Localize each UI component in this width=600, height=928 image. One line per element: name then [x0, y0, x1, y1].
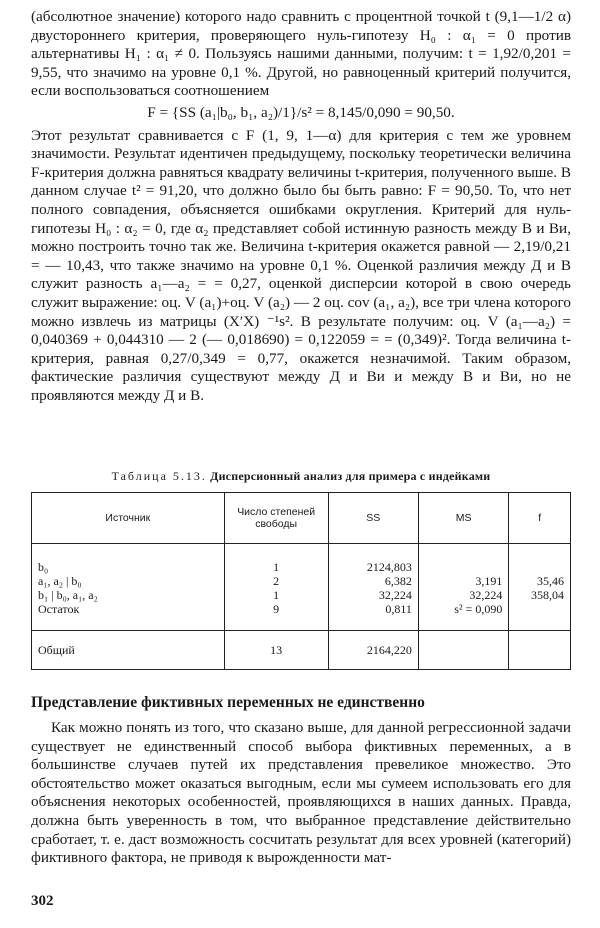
- table-row-group: [32, 544, 571, 631]
- table-row-ms: 32,224: [469, 588, 503, 602]
- table-row-ss: 6,382: [384, 574, 412, 588]
- table-row-source: a₁, a₂ | b₀: [38, 574, 82, 588]
- header-df: Число степеней свободы: [224, 493, 328, 544]
- table-row-f: 358,04: [531, 588, 564, 602]
- main-text-bottom: [31, 719, 571, 868]
- table-header-row: [32, 493, 571, 544]
- table-row-df: 1: [273, 560, 280, 574]
- total-source: Общий: [32, 631, 225, 670]
- table-row-source: Остаток: [38, 602, 80, 616]
- header-f: f: [509, 493, 571, 544]
- paragraph-1-line-3: H₀ : α₁ = 0 против альтернативы H₁ : α₁ ≠ 0. Пользуясь нашими: [31, 26, 571, 63]
- table-row-ms: 3,191: [475, 574, 503, 588]
- table-row-ss: 0,811: [385, 602, 412, 616]
- header-source: Источник: [32, 493, 225, 544]
- header-ss: SS: [328, 493, 418, 544]
- section-heading: Представление фиктивных переменных не единственно: [31, 694, 425, 711]
- table-row-source: b₁ | b₀, a₁, a₂: [38, 588, 98, 602]
- paragraph-1-line-1: (абсолютное значение) которого надо сравнить с процентной точкой: [31, 8, 481, 25]
- paragraph-1-line-4: данными, получим: t = 1,92/0,201 = 9,55, что значимо на уровне: [31, 45, 572, 81]
- table-row-df: 9: [273, 602, 280, 616]
- table-row-ms: s² = 0,090: [454, 602, 503, 616]
- header-ms: MS: [418, 493, 508, 544]
- main-text-top: [31, 8, 571, 405]
- total-f: [509, 631, 571, 670]
- paragraph-3: Как можно понять из того, что сказано выше, для данной регрессионной задачи существует не единственный способ выбора фиктивных переменных, а в большинстве случаев путей их представления превеликое множество. Это обстоятельство может оказаться выгодным, если мы сумеем использовать его для объяснения некоторых особенностей, проявляющихся в наших данных. Правда, должна быть уверенность в том, что выбранное представление действительно сработает, т. е. даст возможность сосчитать результат для всех уровней (категорий) фиктивного фактора, не приводя к вырожденности мат-: [31, 719, 571, 867]
- table-row-source: b₀: [38, 560, 49, 574]
- paragraph-1-line-5: 0,1 %. Другой, но равноценный критерий получится, если воспользоваться соотношением: [31, 63, 571, 100]
- table-row-f: [515, 560, 564, 574]
- table-caption-label: Таблица 5.13.: [111, 469, 207, 483]
- total-df: 13: [224, 631, 328, 670]
- table-row-f: 35,46: [537, 574, 564, 588]
- table-row-f: [515, 602, 564, 616]
- table-row-total: [32, 631, 571, 670]
- paragraph-2: Этот результат сравнивается с F (1, 9, 1—α) для критерия с тем же уровнем значимости. Результат идентичен предыдущему, поскольку теоретически величина F-критерия должна равняться квадрату величины t-критерия, полученного выше. В данном случае t² = 91,20, что должно было бы быть равно: F = 90,50. То, что нет полного совпадения, объясняется ошибками округления. Критерий для нуль-гипотезы H₀ : α₂ = 0, где α₂ представляет собой истинную разность между В и Ви, можно построить точно так же. Величина t-критерия окажется равной — 2,19/0,21 = — 10,43, что также значимо на уровне 0,1 %. Оценкой различия между Д и В служит разность a₁—a₂ = = 0,27, оценкой дисперсии которой в свою очередь служит выражение: оц. V (a₁)+оц. V (a₂) — 2 оц. cov (a₁, a₂), все три члена которого можно извлечь из матрицы (X′X) ⁻¹s². В результате получим: оц. V (a₁—a₂) = 0,040369 + 0,044310 — 2 (— 0,018690) = 0,122059 = = (0,349)². Тогда величина t-критерия, равная 0,27/0,349 = 0,77, окажется незначимой. Таким образом, фактические различия существуют между Д и Ви и между В и Ви, но не проявляются между Д и В.: [31, 126, 571, 404]
- page-number: 302: [31, 893, 54, 909]
- table-row-ss: 32,224: [378, 588, 412, 602]
- f-cell: [509, 544, 571, 631]
- table-row-df: 2: [273, 574, 280, 588]
- anova-table: [31, 492, 571, 670]
- table-row-df: 1: [273, 588, 280, 602]
- table-caption-title: Дисперсионный анализ для примера с индейками: [210, 469, 491, 483]
- source-cell: [32, 544, 225, 631]
- ms-cell: [418, 544, 508, 631]
- df-cell: [224, 544, 328, 631]
- paragraph-1-line-2: t (9,1—1/2 α) двустороннего критерия, проверяющего нуль-гипотезу: [31, 8, 572, 44]
- ss-cell: [328, 544, 418, 631]
- table-row-ms: [425, 560, 502, 574]
- total-ss: 2164,220: [328, 631, 418, 670]
- f-formula: F = {SS (a₁|b₀, b₁, a₂)/1}/s² = 8,145/0,090 = 90,50.: [147, 103, 455, 121]
- table-row-ss: 2124,803: [366, 560, 412, 574]
- paragraph-1: [31, 8, 571, 101]
- table-caption: [31, 469, 571, 484]
- total-ms: [418, 631, 508, 670]
